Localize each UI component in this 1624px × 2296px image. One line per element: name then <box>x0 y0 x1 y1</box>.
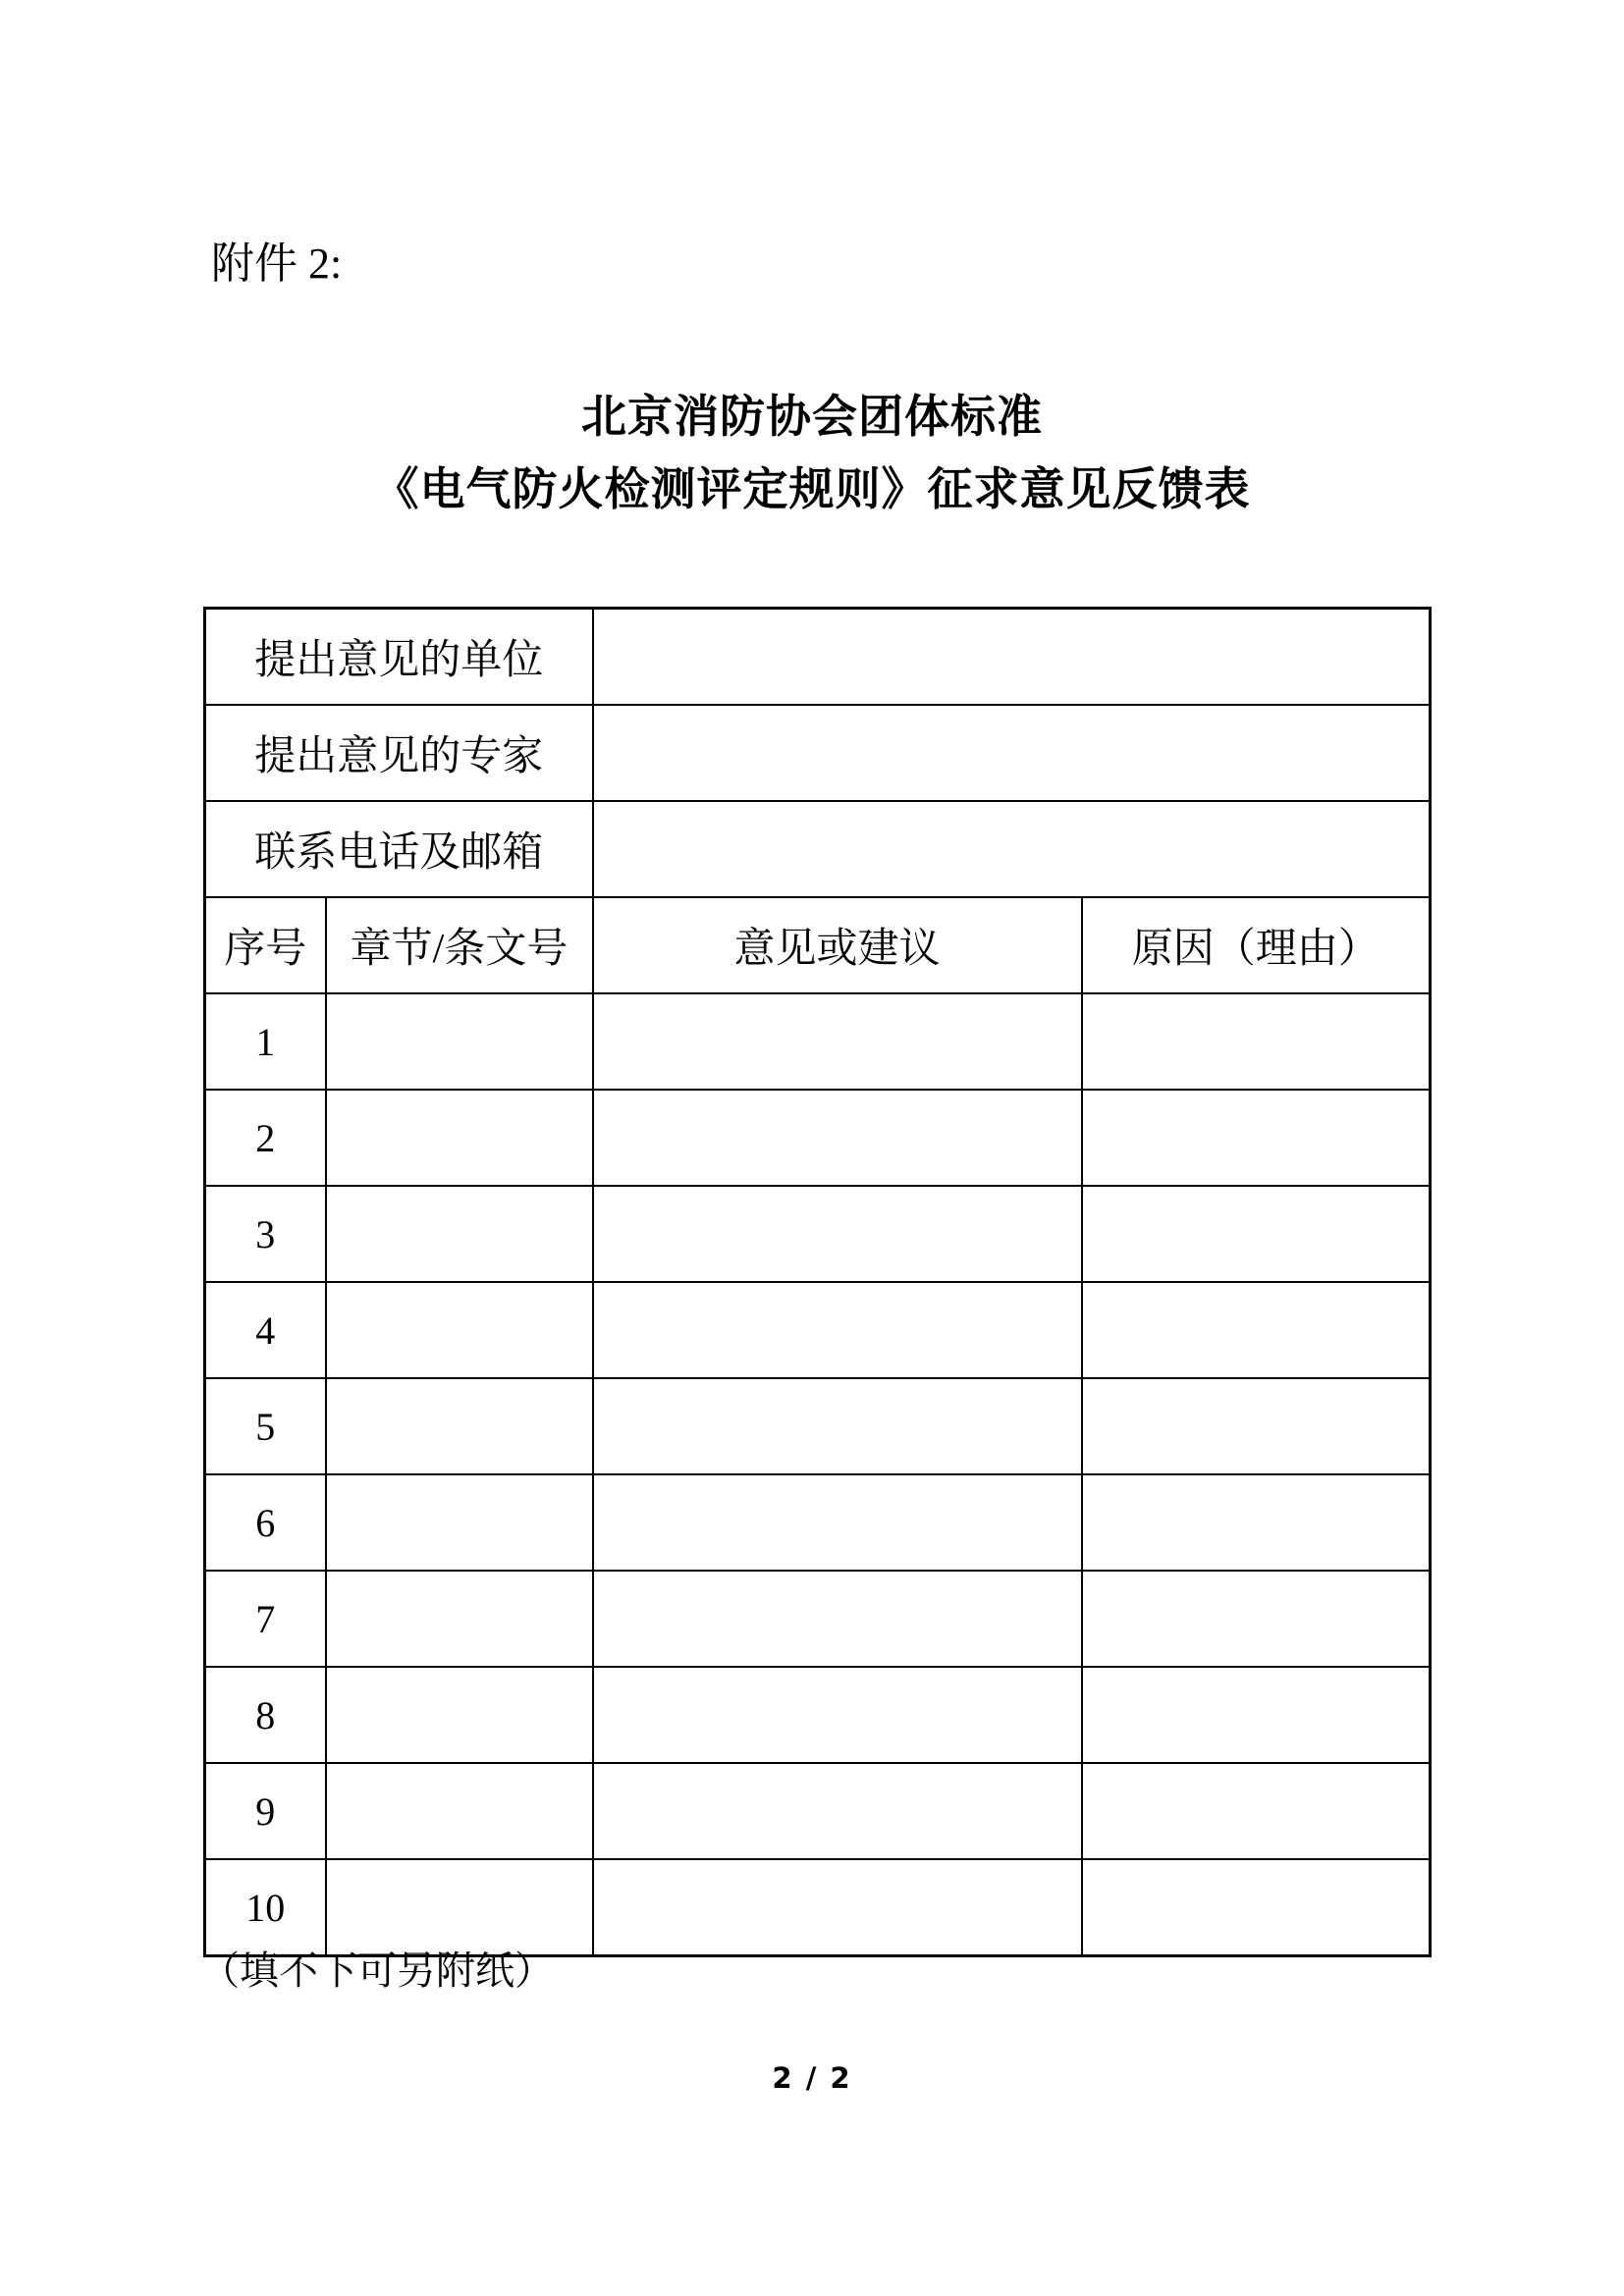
column-header-reason: 原因（理由） <box>1082 897 1431 993</box>
row-reason-cell <box>1082 1378 1431 1474</box>
row-section-cell <box>326 1859 593 1956</box>
table-row <box>205 993 1431 1090</box>
row-section-cell <box>326 1763 593 1859</box>
info-value-contact <box>593 801 1431 897</box>
row-number-cell: 5 <box>205 1378 326 1474</box>
row-opinion-cell <box>593 1378 1082 1474</box>
info-value-unit <box>593 609 1431 706</box>
row-number-cell: 4 <box>205 1282 326 1378</box>
row-opinion-cell <box>593 993 1082 1090</box>
info-row-contact <box>205 801 1431 897</box>
table-row <box>205 1667 1431 1763</box>
row-number-cell: 3 <box>205 1186 326 1282</box>
table-row <box>205 1571 1431 1667</box>
row-section-cell <box>326 993 593 1090</box>
info-row-unit <box>205 609 1431 706</box>
column-header-no: 序号 <box>205 897 326 993</box>
footnote: （填不下可另附纸） <box>200 1949 554 1993</box>
table-row <box>205 1282 1431 1378</box>
row-section-cell <box>326 1378 593 1474</box>
row-number-cell: 6 <box>205 1474 326 1571</box>
info-row-expert <box>205 705 1431 801</box>
table-row <box>205 1378 1431 1474</box>
table-row <box>205 1474 1431 1571</box>
info-label-unit: 提出意见的单位 <box>205 609 593 706</box>
row-number-cell: 2 <box>205 1090 326 1186</box>
title-line-2: 《电气防火检测评定规则》征求意见反馈表 <box>373 464 1251 514</box>
row-reason-cell <box>1082 1186 1431 1282</box>
page-number: 2 / 2 <box>772 2061 852 2095</box>
table-row <box>205 1186 1431 1282</box>
row-section-cell <box>326 1090 593 1186</box>
row-reason-cell <box>1082 1474 1431 1571</box>
row-reason-cell <box>1082 993 1431 1090</box>
attachment-label: 附件 2: <box>211 240 343 288</box>
row-opinion-cell <box>593 1667 1082 1763</box>
row-opinion-cell <box>593 1763 1082 1859</box>
row-opinion-cell <box>593 1859 1082 1956</box>
row-opinion-cell <box>593 1474 1082 1571</box>
title-line-1: 北京消防协会团体标准 <box>581 392 1043 442</box>
row-opinion-cell <box>593 1282 1082 1378</box>
info-label-expert: 提出意见的专家 <box>205 705 593 801</box>
info-label-contact: 联系电话及邮箱 <box>205 801 593 897</box>
info-value-expert <box>593 705 1431 801</box>
feedback-table <box>203 607 1432 1957</box>
row-reason-cell <box>1082 1282 1431 1378</box>
row-number-cell: 8 <box>205 1667 326 1763</box>
row-opinion-cell <box>593 1090 1082 1186</box>
table-header-row <box>205 897 1431 993</box>
row-reason-cell <box>1082 1571 1431 1667</box>
row-reason-cell <box>1082 1859 1431 1956</box>
row-section-cell <box>326 1667 593 1763</box>
row-section-cell <box>326 1474 593 1571</box>
column-header-section: 章节/条文号 <box>326 897 593 993</box>
table-row <box>205 1090 1431 1186</box>
table-row <box>205 1859 1431 1956</box>
row-section-cell <box>326 1282 593 1378</box>
row-section-cell <box>326 1571 593 1667</box>
row-section-cell <box>326 1186 593 1282</box>
row-number-cell: 9 <box>205 1763 326 1859</box>
row-opinion-cell <box>593 1186 1082 1282</box>
row-number-cell: 7 <box>205 1571 326 1667</box>
row-reason-cell <box>1082 1763 1431 1859</box>
row-number-cell: 1 <box>205 993 326 1090</box>
column-header-opinion: 意见或建议 <box>593 897 1082 993</box>
row-opinion-cell <box>593 1571 1082 1667</box>
row-number-cell: 10 <box>205 1859 326 1956</box>
document-title <box>0 381 1624 526</box>
row-reason-cell <box>1082 1090 1431 1186</box>
row-reason-cell <box>1082 1667 1431 1763</box>
table-row <box>205 1763 1431 1859</box>
